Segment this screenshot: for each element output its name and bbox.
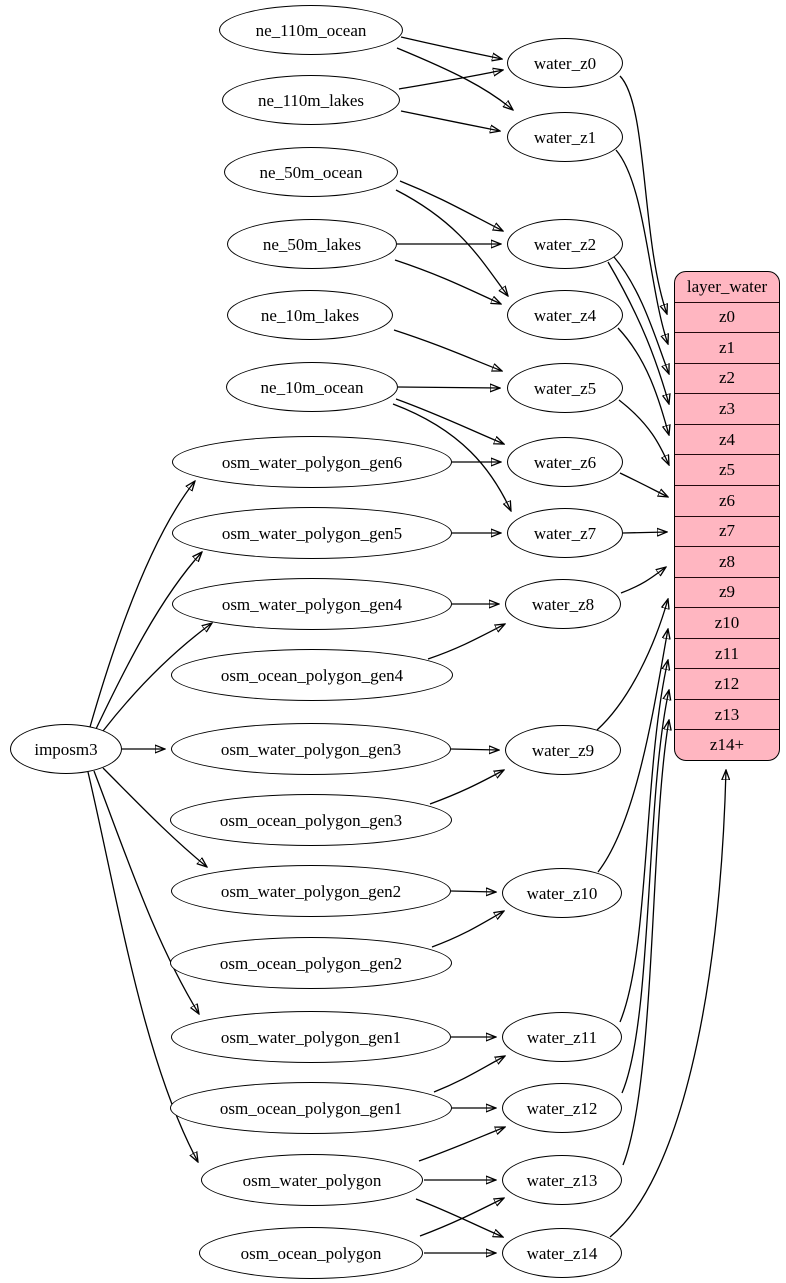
edge-ne_50m_ocean-water_z4 <box>396 190 508 296</box>
edge-water_z7-z7 <box>623 532 667 533</box>
edge-water_z6-z6 <box>620 473 668 497</box>
node-osm-ocean-polygon-gen3-label: osm_ocean_polygon_gen3 <box>219 810 403 830</box>
node-ne-50m-ocean <box>224 147 398 197</box>
node-water-z1 <box>507 112 623 162</box>
layer-water-row-z13: z13 <box>675 699 779 730</box>
edge-water_z14-z14plus <box>610 770 726 1237</box>
node-ne-110m-ocean <box>219 5 403 55</box>
node-water-z4-label: water_z4 <box>533 305 597 325</box>
node-osm-water-polygon-gen3-label: osm_water_polygon_gen3 <box>220 739 402 759</box>
edge-osm_water_polygon_gen3-water_z9 <box>451 749 499 750</box>
edge-ne_110m_lakes-water_z1 <box>401 111 500 131</box>
node-water-z10 <box>502 868 622 918</box>
edge-osm_ocean_polygon_gen1-water_z11 <box>434 1056 505 1092</box>
edge-ne_50m_ocean-water_z2 <box>400 181 503 231</box>
layer-water-row-z12: z12 <box>675 668 779 699</box>
node-water-z5 <box>507 363 623 413</box>
node-water-z12-label: water_z12 <box>526 1098 598 1118</box>
edge-osm_ocean_polygon_gen4-water_z8 <box>428 624 505 659</box>
node-ne-50m-lakes-label: ne_50m_lakes <box>262 234 362 254</box>
node-water-z6 <box>507 437 623 487</box>
edge-osm_ocean_polygon_gen3-water_z9 <box>430 770 504 804</box>
node-osm-ocean-polygon-gen4-label: osm_ocean_polygon_gen4 <box>220 665 404 685</box>
node-ne-50m-ocean-label: ne_50m_ocean <box>259 162 363 182</box>
node-osm-ocean-polygon-gen3 <box>170 794 452 846</box>
node-osm-water-polygon-gen6-label: osm_water_polygon_gen6 <box>221 452 403 472</box>
layer-water-row-z8: z8 <box>675 546 779 577</box>
edge-ne_10m_ocean-water_z5 <box>398 387 500 388</box>
edge-osm_ocean_polygon-water_z13 <box>420 1198 504 1236</box>
node-water-z0 <box>507 38 623 88</box>
edge-ne_110m_lakes-water_z0 <box>399 70 503 89</box>
layer-water-row-z0: z0 <box>675 302 779 333</box>
node-water-z8-label: water_z8 <box>531 594 595 614</box>
layer-water-row-z2: z2 <box>675 363 779 394</box>
node-water-z4 <box>507 290 623 340</box>
layer-water-row-z6: z6 <box>675 485 779 516</box>
layer-water-row-z4: z4 <box>675 424 779 455</box>
layer-water-row-z11: z11 <box>675 638 779 669</box>
edge-water_z1-z1 <box>616 150 668 344</box>
node-ne-110m-lakes-label: ne_110m_lakes <box>257 90 365 110</box>
node-water-z13 <box>502 1155 622 1205</box>
node-water-z7 <box>507 508 623 558</box>
node-ne-10m-ocean <box>226 362 398 412</box>
node-water-z2-label: water_z2 <box>533 234 597 254</box>
node-osm-ocean-polygon-gen2 <box>170 937 452 989</box>
edge-ne_50m_lakes-water_z4 <box>395 260 501 304</box>
layer-water-row-z7: z7 <box>675 516 779 547</box>
node-osm-water-polygon-gen1 <box>171 1011 451 1063</box>
node-osm-water-polygon-gen6 <box>172 436 452 488</box>
node-water-z13-label: water_z13 <box>526 1170 598 1190</box>
node-ne-50m-lakes <box>227 219 397 269</box>
node-osm-water-polygon-gen5-label: osm_water_polygon_gen5 <box>221 523 403 543</box>
node-osm-water-polygon-gen4 <box>172 578 452 630</box>
edge-water_z0-z0 <box>620 76 667 314</box>
layer-water-row-z10: z10 <box>675 607 779 638</box>
node-water-z9 <box>505 725 621 775</box>
node-osm-ocean-polygon-label: osm_ocean_polygon <box>240 1243 382 1263</box>
node-ne-10m-lakes <box>227 290 393 340</box>
edge-osm_ocean_polygon_gen2-water_z10 <box>432 911 504 947</box>
node-water-z7-label: water_z7 <box>533 523 597 543</box>
node-osm-water-polygon-gen2-label: osm_water_polygon_gen2 <box>220 881 402 901</box>
node-water-z12 <box>502 1083 622 1133</box>
node-water-z5-label: water_z5 <box>533 378 597 398</box>
node-ne-10m-ocean-label: ne_10m_ocean <box>260 377 364 397</box>
layer-water-row-z1: z1 <box>675 332 779 363</box>
edge-imposm3-osm_water_polygon_gen5 <box>96 552 202 729</box>
node-osm-water-polygon-label: osm_water_polygon <box>242 1170 382 1190</box>
node-water-z6-label: water_z6 <box>533 452 597 472</box>
edge-ne_10m_lakes-water_z5 <box>394 330 502 371</box>
node-osm-water-polygon-gen5 <box>172 507 452 559</box>
node-ne-110m-ocean-label: ne_110m_ocean <box>255 20 367 40</box>
layer-water-row-z3: z3 <box>675 393 779 424</box>
node-osm-water-polygon-gen3 <box>171 723 451 775</box>
layer-water-row-z9: z9 <box>675 577 779 608</box>
node-water-z2 <box>507 219 623 269</box>
node-water-z11-label: water_z11 <box>526 1027 598 1047</box>
node-imposm3 <box>10 724 122 774</box>
layer-water-row-z5: z5 <box>675 454 779 485</box>
edge-osm_water_polygon_gen2-water_z10 <box>451 891 496 892</box>
node-osm-water-polygon-gen4-label: osm_water_polygon_gen4 <box>221 594 403 614</box>
edge-water_z4-z4 <box>618 328 669 435</box>
layer-water-header: layer_water <box>686 276 768 296</box>
node-osm-water-polygon <box>201 1154 423 1206</box>
node-water-z1-label: water_z1 <box>533 127 597 147</box>
node-osm-ocean-polygon-gen4 <box>171 649 453 701</box>
layer-water-table <box>674 271 780 761</box>
node-osm-ocean-polygon-gen1 <box>170 1082 452 1134</box>
node-osm-water-polygon-gen2 <box>171 865 451 917</box>
layer-water-row-z14plus: z14+ <box>675 729 779 760</box>
node-ne-110m-lakes <box>222 75 400 125</box>
edge-osm_water_polygon-water_z12 <box>419 1127 505 1161</box>
node-imposm3-label: imposm3 <box>34 739 98 759</box>
node-ne-10m-lakes-label: ne_10m_lakes <box>260 305 360 325</box>
node-water-z9-label: water_z9 <box>531 740 595 760</box>
node-osm-ocean-polygon-gen1-label: osm_ocean_polygon_gen1 <box>219 1098 403 1118</box>
node-water-z14-label: water_z14 <box>526 1243 598 1263</box>
node-water-z0-label: water_z0 <box>533 53 597 73</box>
node-water-z8 <box>505 579 621 629</box>
edge-water_z8-z8 <box>621 567 666 593</box>
node-water-z11 <box>502 1012 622 1062</box>
edge-ne_10m_ocean-water_z6 <box>396 399 504 444</box>
node-water-z10-label: water_z10 <box>526 883 598 903</box>
node-water-z14 <box>502 1228 622 1278</box>
node-osm-ocean-polygon-gen2-label: osm_ocean_polygon_gen2 <box>219 953 403 973</box>
node-osm-ocean-polygon <box>199 1227 423 1279</box>
node-osm-water-polygon-gen1-label: osm_water_polygon_gen1 <box>220 1027 402 1047</box>
